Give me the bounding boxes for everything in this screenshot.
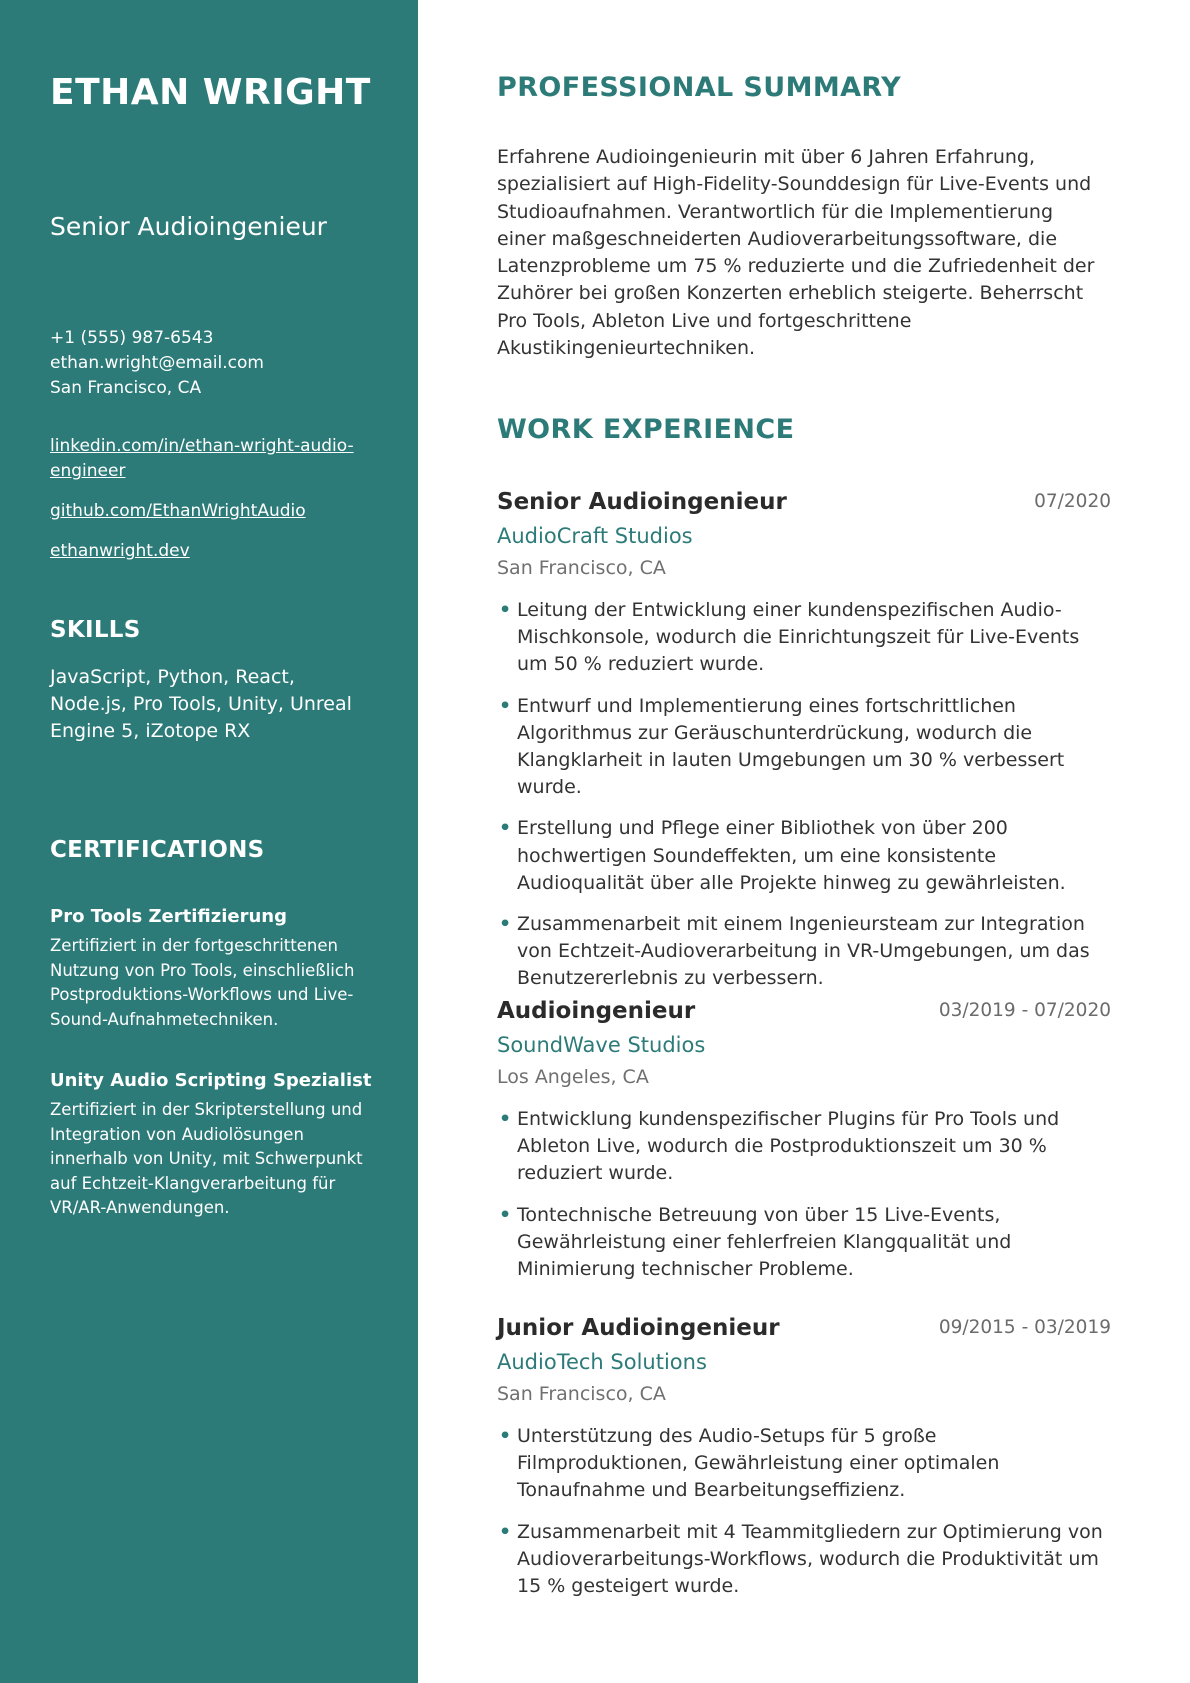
job-bullets	[497, 597, 1111, 993]
certification-description: Zertifiziert in der Skripterstellung und Integration von Audiolösungen innerhalb von Unity, mit Schwerpunkt auf Echtzeit-Klangverarbeitung für VR/AR-Anwendungen.	[50, 1100, 363, 1217]
job-bullet	[497, 597, 1111, 679]
bullet-icon: •	[499, 694, 512, 717]
job-company: SoundWave Studios	[497, 1033, 706, 1057]
job-title: Audioingenieur	[497, 998, 696, 1024]
job-bullets	[497, 1423, 1111, 1600]
bullet-icon: •	[499, 817, 512, 840]
link-linkedin[interactable]: linkedin.com/in/ethan-wright-audio-engineer	[50, 436, 354, 481]
certification-title: Unity Audio Scripting Spezialist	[50, 1070, 372, 1091]
profile-links	[50, 434, 370, 579]
job-entry	[497, 996, 1111, 1297]
bullet-icon: •	[499, 599, 512, 621]
link-website[interactable]: ethanwright.dev	[50, 541, 190, 561]
summary-text: Erfahrene Audioingenieurin mit über 6 Jahren Erfahrung, spezialisiert auf High-Fidelity-Sounddesign für Live-Events und Studioaufnahmen. Verantwortlich für die Implementierung einer maßgeschneiderten Audioverarbeitungssoftware, die Latenzprobleme um 75 % reduzierte und die Zufriedenheit der Zuhörer bei großen Konzerten erheblich steigerte. Beherrscht Pro Tools, Ableton Live und fortgeschrittene Akustikingenieurtechniken.	[497, 146, 1095, 360]
job-bullets	[497, 1106, 1111, 1283]
contact-info	[50, 326, 264, 401]
job-date: 07/2020	[1034, 491, 1111, 512]
job-bullet	[497, 693, 1111, 802]
job-entry	[497, 487, 1111, 1007]
bullet-icon: •	[499, 1203, 512, 1226]
job-company: AudioCraft Studios	[497, 524, 693, 548]
skills-heading: SKILLS	[50, 617, 141, 643]
certification-item	[50, 1068, 370, 1221]
bullet-icon: •	[499, 913, 512, 936]
job-bullet-text: Erstellung und Pflege einer Bibliothek von über 200 hochwertigen Soundeffekten, um eine konsistente Audioqualität über alle Projekte hinweg zu gewährleisten.	[517, 817, 1066, 894]
job-bullet	[497, 1202, 1111, 1284]
job-bullet-text: Entwurf und Implementierung eines fortschrittlichen Algorithmus zur Geräuschunterdrückung, wodurch die Klangklarheit in lauten Umgebungen um 30 % verbessert wurde.	[517, 694, 1065, 799]
job-title: Junior Audioingenieur	[497, 1315, 780, 1341]
job-location: San Francisco, CA	[497, 557, 666, 579]
job-title: Senior Audioingenieur	[497, 489, 787, 515]
experience-heading: WORK EXPERIENCE	[497, 414, 795, 445]
job-bullet-text: Zusammenarbeit mit einem Ingenieursteam zur Integration von Echtzeit-Audioverarbeitung in VR-Umgebungen, um das Benutzererlebnis zu verbessern.	[517, 913, 1090, 990]
job-bullet-text: Entwicklung kundenspezifischer Plugins für Pro Tools und Ableton Live, wodurch die Postproduktionszeit um 30 % reduziert wurde.	[517, 1108, 1060, 1185]
link-github[interactable]: github.com/EthanWrightAudio	[50, 501, 306, 521]
job-entry	[497, 1313, 1111, 1614]
candidate-title: Senior Audioingenieur	[50, 212, 327, 241]
contact-location: San Francisco, CA	[50, 378, 202, 398]
job-bullet	[497, 1106, 1111, 1188]
sidebar	[0, 0, 418, 1683]
job-bullet-text: Tontechnische Betreuung von über 15 Live-Events, Gewährleistung einer fehlerfreien Klangqualität und Minimierung technischer Probleme.	[517, 1203, 1012, 1281]
certifications-heading: CERTIFICATIONS	[50, 837, 265, 863]
job-date: 03/2019 - 07/2020	[938, 1000, 1111, 1021]
bullet-icon: •	[499, 1108, 512, 1130]
certification-description: Zertifiziert in der fortgeschrittenen Nutzung von Pro Tools, einschließlich Postproduktions-Workflows und Live-Sound-Aufnahmetechniken.	[50, 936, 355, 1029]
contact-phone: +1 (555) 987-6543	[50, 328, 214, 348]
candidate-name: ETHAN WRIGHT	[50, 72, 371, 113]
job-bullet	[497, 911, 1111, 993]
bullet-icon: •	[499, 1520, 512, 1543]
skills-list: JavaScript, Python, React, Node.js, Pro Tools, Unity, Unreal Engine 5, iZotope RX	[50, 666, 352, 742]
job-bullet	[497, 1519, 1111, 1601]
job-bullet	[497, 815, 1111, 897]
certification-title: Pro Tools Zertifizierung	[50, 906, 287, 927]
job-bullet-text: Leitung der Entwicklung einer kundenspezifischen Audio-Mischkonsole, wodurch die Einrichtungszeit für Live-Events um 50 % reduziert wurde.	[517, 599, 1080, 676]
job-date: 09/2015 - 03/2019	[938, 1317, 1111, 1338]
summary-heading: PROFESSIONAL SUMMARY	[497, 72, 902, 103]
job-bullet-text: Unterstützung des Audio-Setups für 5 große Filmproduktionen, Gewährleistung einer optimalen Tonaufnahme und Bearbeitungseffizienz.	[517, 1425, 1000, 1502]
job-company: AudioTech Solutions	[497, 1350, 707, 1374]
contact-email: ethan.wright@email.com	[50, 353, 264, 373]
job-bullet-text: Zusammenarbeit mit 4 Teammitgliedern zur Optimierung von Audioverarbeitungs-Workflows, wodurch die Produktivität um 15 % gesteigert wurde.	[517, 1520, 1103, 1598]
job-location: Los Angeles, CA	[497, 1066, 649, 1088]
job-bullet	[497, 1423, 1111, 1505]
job-location: San Francisco, CA	[497, 1383, 666, 1405]
certification-item	[50, 904, 370, 1032]
bullet-icon: •	[499, 1425, 512, 1447]
